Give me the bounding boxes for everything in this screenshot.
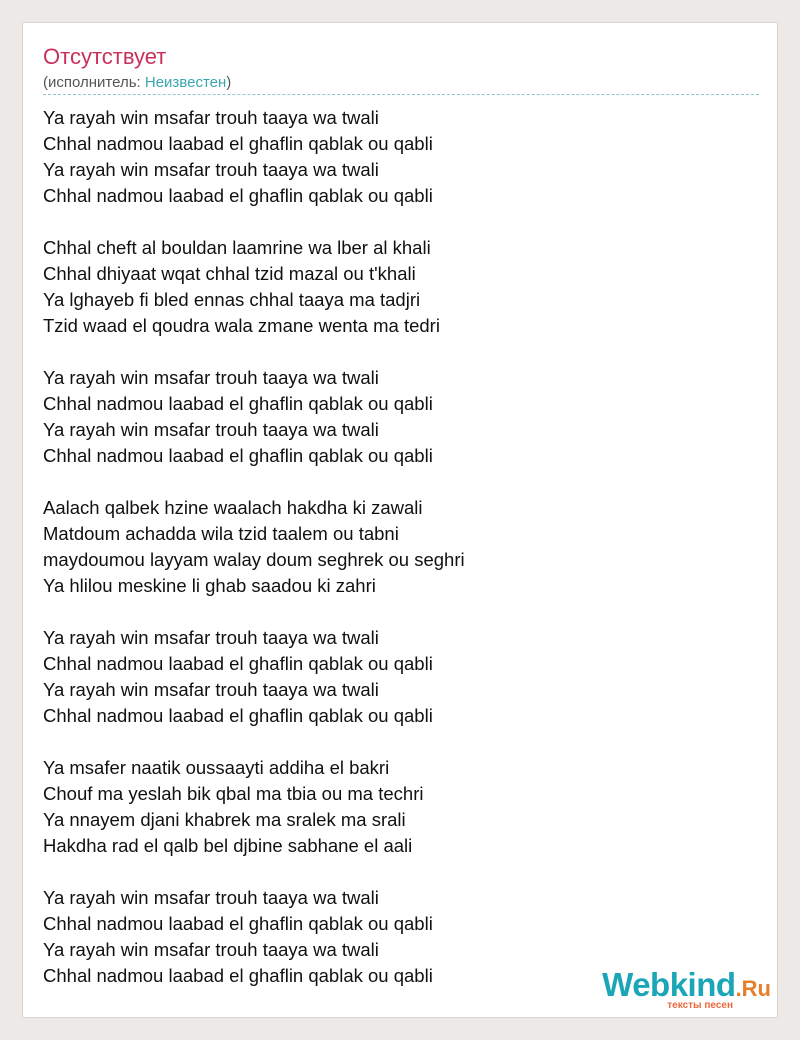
lyric-line: Aalach qalbek hzine waalach hakdha ki zawali — [43, 497, 423, 518]
lyrics-stanza — [43, 235, 743, 339]
lyric-line: Chhal cheft al bouldan laamrine wa lber al khali — [43, 237, 431, 258]
lyric-line: Ya rayah win msafar trouh taaya wa twali — [43, 367, 379, 388]
lyrics-body — [43, 105, 743, 1015]
lyrics-page — [22, 22, 778, 1018]
artist-link[interactable]: Неизвестен — [144, 74, 227, 91]
lyric-line: Chouf ma yeslah bik qbal ma tbia ou ma techri — [43, 783, 424, 804]
lyric-line: Chhal nadmou laabad el ghaflin qablak ou qabli — [43, 653, 433, 674]
lyric-line: maydoumou layyam walay doum seghrek ou seghri — [43, 549, 465, 570]
song-title: Отсутствует — [43, 44, 167, 69]
lyric-line: Ya rayah win msafar trouh taaya wa twali — [43, 627, 379, 648]
lyric-line: Chhal nadmou laabad el ghaflin qablak ou qabli — [43, 133, 433, 154]
lyric-line: Ya msafer naatik oussaayti addiha el bakri — [43, 757, 390, 778]
lyric-line: Ya rayah win msafar trouh taaya wa twali — [43, 939, 379, 960]
lyrics-stanza — [43, 495, 743, 599]
lyric-line: Ya lghayeb fi bled ennas chhal taaya ma tadjri — [43, 289, 421, 310]
artist-prefix: (исполнитель: — [43, 74, 145, 91]
lyric-line: Ya rayah win msafar trouh taaya wa twali — [43, 679, 379, 700]
lyric-line: Chhal nadmou laabad el ghaflin qablak ou qabli — [43, 445, 433, 466]
lyric-line: Chhal nadmou laabad el ghaflin qablak ou qabli — [43, 913, 433, 934]
lyric-line: Ya rayah win msafar trouh taaya wa twali — [43, 159, 379, 180]
logo-brand: Webkind — [602, 966, 736, 1003]
lyric-line: Ya rayah win msafar trouh taaya wa twali — [43, 419, 379, 440]
lyric-line: Ya rayah win msafar trouh taaya wa twali — [43, 887, 379, 908]
lyric-line: Hakdha rad el qalb bel djbine sabhane el aali — [43, 835, 413, 856]
lyric-line: Chhal nadmou laabad el ghaflin qablak ou qabli — [43, 393, 433, 414]
lyric-line: Tzid waad el qoudra wala zmane wenta ma tedri — [43, 315, 440, 336]
lyric-line: Matdoum achadda wila tzid taalem ou tabni — [43, 523, 399, 544]
lyric-line: Ya hlilou meskine li ghab saadou ki zahri — [43, 575, 376, 596]
logo-tagline: тексты песен — [667, 1000, 733, 1011]
lyric-line: Ya rayah win msafar trouh taaya wa twali — [43, 107, 379, 128]
artist-suffix: ) — [226, 74, 232, 91]
lyrics-stanza — [43, 755, 743, 859]
lyrics-stanza — [43, 365, 743, 469]
lyrics-stanza — [43, 625, 743, 729]
site-watermark — [567, 965, 777, 1017]
lyric-line: Ya nnayem djani khabrek ma sralek ma srali — [43, 809, 406, 830]
lyrics-stanza — [43, 105, 743, 209]
logo-tld: .Ru — [735, 976, 771, 1001]
artist-line — [43, 73, 231, 93]
lyric-line: Chhal nadmou laabad el ghaflin qablak ou qabli — [43, 705, 433, 726]
lyric-line: Chhal nadmou laabad el ghaflin qablak ou qabli — [43, 965, 433, 986]
header-divider — [43, 94, 759, 95]
lyric-line: Chhal nadmou laabad el ghaflin qablak ou qabli — [43, 185, 433, 206]
lyric-line: Chhal dhiyaat wqat chhal tzid mazal ou t'khali — [43, 263, 416, 284]
